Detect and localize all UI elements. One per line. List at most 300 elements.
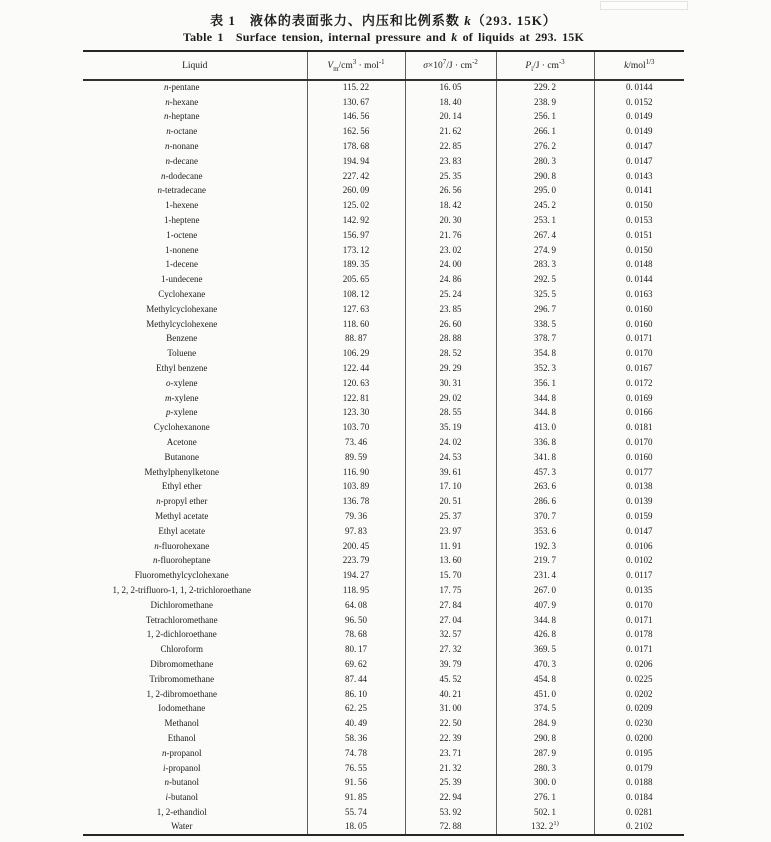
cell-molar-volume: 62. 25	[307, 701, 405, 716]
cell-molar-volume: 76. 55	[307, 761, 405, 776]
cell-k-coefficient: 0. 0143	[594, 169, 684, 184]
cell-internal-pressure: 354. 8	[496, 346, 594, 361]
cell-molar-volume: 205. 65	[307, 272, 405, 287]
cell-surface-tension: 29. 29	[405, 361, 496, 376]
header-surface-tension: $\sigma\times 10^7/J \cdot cm^{-2}$	[405, 51, 496, 80]
cell-liquid-name: n-propyl ether	[156, 496, 208, 507]
cell-surface-tension: 22. 39	[405, 731, 496, 746]
table-row	[83, 805, 684, 820]
cell-k-coefficient: 0. 0147	[594, 524, 684, 539]
cell-molar-volume: 97. 83	[307, 524, 405, 539]
table-row	[83, 124, 684, 139]
cell-internal-pressure: 276. 2	[496, 139, 594, 154]
cell-liquid-name: n-propanol	[162, 747, 202, 758]
cell-liquid-name: 1, 2, 2-trifluoro-1, 1, 2-trichloroethane	[112, 584, 251, 595]
cell-liquid-name: Methyl acetate	[155, 511, 209, 521]
cell-surface-tension: 22. 50	[405, 716, 496, 731]
cell-k-coefficient: 0. 0184	[594, 790, 684, 805]
cell-internal-pressure: 374. 5	[496, 701, 594, 716]
cell-k-coefficient: 0. 0171	[594, 332, 684, 347]
cell-surface-tension: 28. 88	[405, 332, 496, 347]
cell-internal-pressure: 238. 9	[496, 95, 594, 110]
cell-k-coefficient: 0. 2102	[594, 820, 684, 835]
cell-surface-tension: 20. 30	[405, 213, 496, 228]
table-row	[83, 480, 684, 495]
cell-liquid-name: Dibromomethane	[150, 658, 214, 669]
cell-surface-tension: 22. 85	[405, 139, 496, 154]
cell-k-coefficient: 0. 0144	[594, 272, 684, 287]
cell-surface-tension: 27. 04	[405, 613, 496, 628]
cell-surface-tension: 30. 31	[405, 376, 496, 391]
cell-liquid-name: Ethanol	[167, 732, 196, 743]
table-row	[83, 302, 684, 317]
cell-surface-tension: 35. 19	[405, 420, 496, 435]
cell-internal-pressure: 229. 2	[496, 80, 594, 95]
cell-k-coefficient: 0. 0106	[594, 539, 684, 554]
cell-liquid-name: i-butanol	[165, 792, 198, 803]
cell-internal-pressure: 378. 7	[496, 332, 594, 347]
cell-liquid-name: 1, 2-dichloroethane	[146, 629, 217, 640]
header-internal-pressure: $P_i/J \cdot cm^{-3}$	[496, 51, 594, 80]
cell-internal-pressure: 413. 0	[496, 420, 594, 435]
cell-molar-volume: 118. 60	[307, 317, 405, 332]
table-row	[83, 642, 684, 657]
cell-molar-volume: 18. 05	[307, 820, 405, 835]
cell-internal-pressure: 369. 5	[496, 642, 594, 657]
cell-molar-volume: 80. 17	[307, 642, 405, 657]
table-row	[83, 583, 684, 598]
cell-k-coefficient: 0. 0171	[594, 642, 684, 657]
table-row	[83, 258, 684, 273]
table-row	[83, 110, 684, 125]
cell-internal-pressure: 266. 1	[496, 124, 594, 139]
cell-liquid-name: m-xylene	[165, 392, 199, 403]
cell-liquid-name: n-dodecane	[161, 170, 203, 181]
cell-molar-volume: 116. 90	[307, 465, 405, 480]
cell-liquid-name: Cyclohexanone	[153, 422, 210, 433]
cell-liquid-name: Methylcyclohexane	[146, 303, 218, 314]
table-row	[83, 332, 684, 347]
cell-liquid-name: n-fluoroheptane	[153, 555, 211, 566]
cell-k-coefficient: 0. 0148	[594, 258, 684, 273]
cell-liquid-name: 1-undecene	[161, 274, 203, 285]
cell-k-coefficient: 0. 0102	[594, 554, 684, 569]
cell-molar-volume: 200. 45	[307, 539, 405, 554]
cell-molar-volume: 89. 59	[307, 450, 405, 465]
cell-internal-pressure: 296. 7	[496, 302, 594, 317]
cell-internal-pressure: 344. 8	[496, 613, 594, 628]
table-row	[83, 95, 684, 110]
cell-liquid-name: n-tetradecane	[157, 185, 206, 196]
cell-surface-tension: 24. 02	[405, 435, 496, 450]
cell-liquid-name: 1-octene	[166, 229, 198, 240]
cell-liquid-name: n-heptane	[164, 111, 200, 122]
cell-molar-volume: 162. 56	[307, 124, 405, 139]
cell-surface-tension: 20. 14	[405, 110, 496, 125]
table-row	[83, 450, 684, 465]
cell-liquid-name: i-propanol	[162, 762, 201, 773]
cell-molar-volume: 173. 12	[307, 243, 405, 258]
cell-internal-pressure: 287. 9	[496, 746, 594, 761]
cell-k-coefficient: 0. 0153	[594, 213, 684, 228]
cell-liquid-name: o-xylene	[166, 377, 198, 388]
cell-surface-tension: 25. 37	[405, 509, 496, 524]
cell-k-coefficient: 0. 0170	[594, 598, 684, 613]
cell-k-coefficient: 0. 0230	[594, 716, 684, 731]
cell-k-coefficient: 0. 0150	[594, 243, 684, 258]
table-header-row	[83, 51, 684, 80]
cell-molar-volume: 86. 10	[307, 687, 405, 702]
table-row	[83, 391, 684, 406]
cell-liquid-name: 1-hexene	[165, 200, 199, 211]
cell-liquid-name: Dichloromethane	[150, 599, 213, 610]
cell-internal-pressure: 256. 1	[496, 110, 594, 125]
cell-liquid-name: n-fluorohexane	[154, 540, 210, 551]
cell-internal-pressure: 502. 1	[496, 805, 594, 820]
table-row	[83, 613, 684, 628]
cell-internal-pressure: 457. 3	[496, 465, 594, 480]
cell-liquid-name: Iodomethane	[158, 703, 206, 714]
table-row	[83, 716, 684, 731]
cell-internal-pressure: 274. 9	[496, 243, 594, 258]
cell-molar-volume: 125. 02	[307, 198, 405, 213]
cell-molar-volume: 91. 85	[307, 790, 405, 805]
cell-liquid-name: Tribromomethane	[149, 673, 215, 684]
cell-k-coefficient: 0. 0138	[594, 480, 684, 495]
cell-molar-volume: 194. 27	[307, 568, 405, 583]
cell-liquid-name: 1-heptene	[164, 215, 200, 226]
cell-internal-pressure: 267. 0	[496, 583, 594, 598]
cell-internal-pressure: 231. 4	[496, 568, 594, 583]
cell-internal-pressure: 253. 1	[496, 213, 594, 228]
cell-liquid-name: Chloroform	[160, 644, 203, 655]
table-row	[83, 790, 684, 805]
cell-internal-pressure: 132. 2$^{1)}$	[496, 820, 594, 835]
cell-liquid-name: Methylcyclohexene	[146, 318, 218, 329]
table-row	[83, 213, 684, 228]
table-row	[83, 139, 684, 154]
cell-surface-tension: 26. 56	[405, 184, 496, 199]
table-row	[83, 228, 684, 243]
cell-k-coefficient: 0. 0166	[594, 406, 684, 421]
cell-internal-pressure: 336. 8	[496, 435, 594, 450]
cell-molar-volume: 136. 78	[307, 494, 405, 509]
cell-internal-pressure: 353. 6	[496, 524, 594, 539]
cell-k-coefficient: 0. 0163	[594, 287, 684, 302]
cell-surface-tension: 23. 83	[405, 154, 496, 169]
cell-liquid-name: p-xylene	[166, 407, 198, 418]
cell-liquid-name: Cyclohexane	[158, 289, 206, 300]
header-molar-volume: $V_m/cm^3 \cdot mol^{-1}$	[307, 51, 405, 80]
cell-internal-pressure: 192. 3	[496, 539, 594, 554]
cell-k-coefficient: 0. 0171	[594, 613, 684, 628]
cell-molar-volume: 79. 36	[307, 509, 405, 524]
cell-surface-tension: 39. 79	[405, 657, 496, 672]
cell-surface-tension: 27. 84	[405, 598, 496, 613]
cell-molar-volume: 142. 92	[307, 213, 405, 228]
cell-molar-volume: 106. 29	[307, 346, 405, 361]
table-row	[83, 746, 684, 761]
cell-internal-pressure: 286. 6	[496, 494, 594, 509]
table-row	[83, 494, 684, 509]
cell-internal-pressure: 451. 0	[496, 687, 594, 702]
cell-surface-tension: 26. 60	[405, 317, 496, 332]
table-row	[83, 775, 684, 790]
cell-k-coefficient: 0. 0170	[594, 435, 684, 450]
table-row	[83, 672, 684, 687]
table-row	[83, 406, 684, 421]
cell-k-coefficient: 0. 0200	[594, 731, 684, 746]
cell-molar-volume: 130. 67	[307, 95, 405, 110]
cell-internal-pressure: 325. 5	[496, 287, 594, 302]
cell-liquid-name: 1, 2-dibromoethane	[146, 688, 217, 699]
cell-internal-pressure: 426. 8	[496, 627, 594, 642]
cell-k-coefficient: 0. 0202	[594, 687, 684, 702]
cell-liquid-name: Fluoromethylcyclohexane	[134, 570, 229, 581]
table-row	[83, 80, 684, 95]
cell-internal-pressure: 470. 3	[496, 657, 594, 672]
cell-liquid-name: 1, 2-ethandiol	[156, 806, 207, 817]
cell-internal-pressure: 284. 9	[496, 716, 594, 731]
cell-k-coefficient: 0. 0209	[594, 701, 684, 716]
cell-surface-tension: 25. 35	[405, 169, 496, 184]
table-row	[83, 346, 684, 361]
cell-k-coefficient: 0. 0149	[594, 110, 684, 125]
table-row	[83, 361, 684, 376]
cell-k-coefficient: 0. 0141	[594, 184, 684, 199]
table-row	[83, 154, 684, 169]
cell-k-coefficient: 0. 0160	[594, 450, 684, 465]
cell-k-coefficient: 0. 0159	[594, 509, 684, 524]
table-row	[83, 701, 684, 716]
cell-molar-volume: 127. 63	[307, 302, 405, 317]
cell-internal-pressure: 219. 7	[496, 554, 594, 569]
cell-liquid-name: Toluene	[167, 348, 197, 359]
cell-k-coefficient: 0. 0225	[594, 672, 684, 687]
table-body	[83, 80, 684, 835]
cell-surface-tension: 11. 91	[405, 539, 496, 554]
cell-liquid-name: Butanone	[164, 451, 199, 462]
cell-liquid-name: 1-decene	[165, 259, 198, 270]
cell-liquid-name: Methanol	[164, 718, 199, 729]
cell-molar-volume: 122. 81	[307, 391, 405, 406]
cell-k-coefficient: 0. 0195	[594, 746, 684, 761]
cell-internal-pressure: 300. 0	[496, 775, 594, 790]
cell-surface-tension: 27. 32	[405, 642, 496, 657]
cell-molar-volume: 189. 35	[307, 258, 405, 273]
cell-k-coefficient: 0. 0139	[594, 494, 684, 509]
table-row	[83, 554, 684, 569]
cell-surface-tension: 23. 71	[405, 746, 496, 761]
cell-k-coefficient: 0. 0117	[594, 568, 684, 583]
cell-molar-volume: 260. 09	[307, 184, 405, 199]
cell-surface-tension: 24. 00	[405, 258, 496, 273]
cell-surface-tension: 45. 52	[405, 672, 496, 687]
cell-internal-pressure: 267. 4	[496, 228, 594, 243]
cell-surface-tension: 23. 02	[405, 243, 496, 258]
cell-surface-tension: 23. 97	[405, 524, 496, 539]
cell-internal-pressure: 344. 8	[496, 391, 594, 406]
table-row	[83, 820, 684, 835]
table-row	[83, 761, 684, 776]
cell-molar-volume: 87. 44	[307, 672, 405, 687]
cell-liquid-name: Methylphenylketone	[144, 466, 219, 477]
cell-internal-pressure: 292. 5	[496, 272, 594, 287]
cell-internal-pressure: 356. 1	[496, 376, 594, 391]
cell-surface-tension: 17. 10	[405, 480, 496, 495]
cell-liquid-name: n-pentane	[164, 82, 200, 93]
cell-surface-tension: 40. 21	[405, 687, 496, 702]
cell-molar-volume: 88. 87	[307, 332, 405, 347]
cell-k-coefficient: 0. 0179	[594, 761, 684, 776]
cell-molar-volume: 73. 46	[307, 435, 405, 450]
liquids-data-table	[83, 50, 684, 836]
cell-molar-volume: 123. 30	[307, 406, 405, 421]
cell-surface-tension: 16. 05	[405, 80, 496, 95]
header-k-coefficient: k/mol$^{1/3}$	[594, 51, 684, 80]
cell-k-coefficient: 0. 0177	[594, 465, 684, 480]
cell-internal-pressure: 290. 8	[496, 169, 594, 184]
cell-molar-volume: 103. 70	[307, 420, 405, 435]
cell-surface-tension: 32. 57	[405, 627, 496, 642]
cell-surface-tension: 72. 88	[405, 820, 496, 835]
cell-internal-pressure: 245. 2	[496, 198, 594, 213]
cell-internal-pressure: 280. 3	[496, 154, 594, 169]
cell-surface-tension: 28. 52	[405, 346, 496, 361]
cell-k-coefficient: 0. 0152	[594, 95, 684, 110]
cell-liquid-name: Tetrachloromethane	[145, 614, 218, 625]
cell-k-coefficient: 0. 0281	[594, 805, 684, 820]
cell-surface-tension: 21. 76	[405, 228, 496, 243]
cell-molar-volume: 103. 89	[307, 480, 405, 495]
cell-surface-tension: 22. 94	[405, 790, 496, 805]
cell-surface-tension: 20. 51	[405, 494, 496, 509]
header-liquid: Liquid	[83, 51, 307, 80]
cell-molar-volume: 122. 44	[307, 361, 405, 376]
table-row	[83, 627, 684, 642]
cell-internal-pressure: 454. 8	[496, 672, 594, 687]
cell-molar-volume: 91. 56	[307, 775, 405, 790]
cell-k-coefficient: 0. 0188	[594, 775, 684, 790]
cell-liquid-name: Ethyl benzene	[156, 363, 208, 374]
cell-surface-tension: 29. 02	[405, 391, 496, 406]
cell-surface-tension: 28. 55	[405, 406, 496, 421]
cell-internal-pressure: 276. 1	[496, 790, 594, 805]
table-row	[83, 243, 684, 258]
cell-molar-volume: 108. 12	[307, 287, 405, 302]
cell-surface-tension: 24. 53	[405, 450, 496, 465]
cell-k-coefficient: 0. 0178	[594, 627, 684, 642]
table-row	[83, 184, 684, 199]
cell-liquid-name: Acetone	[166, 437, 197, 448]
cell-liquid-name: Water	[171, 821, 193, 832]
cell-molar-volume: 178. 68	[307, 139, 405, 154]
cell-internal-pressure: 295. 0	[496, 184, 594, 199]
table-title-english: Table 1 Surface tension, internal pressure and k of liquids at 293. 15K	[182, 30, 585, 44]
table-row	[83, 272, 684, 287]
cell-surface-tension: 17. 75	[405, 583, 496, 598]
table-title-chinese: 表 1 液体的表面张力、内压和比例系数 k（293. 15K）	[210, 13, 557, 28]
cell-molar-volume: 146. 56	[307, 110, 405, 125]
cell-internal-pressure: 407. 9	[496, 598, 594, 613]
table-row	[83, 287, 684, 302]
cell-surface-tension: 21. 32	[405, 761, 496, 776]
cell-k-coefficient: 0. 0147	[594, 154, 684, 169]
cell-liquid-name: Ethyl acetate	[158, 525, 206, 536]
cell-molar-volume: 55. 74	[307, 805, 405, 820]
cell-internal-pressure: 370. 7	[496, 509, 594, 524]
cell-surface-tension: 24. 86	[405, 272, 496, 287]
cell-molar-volume: 156. 97	[307, 228, 405, 243]
cell-internal-pressure: 341. 8	[496, 450, 594, 465]
cell-surface-tension: 18. 40	[405, 95, 496, 110]
cell-surface-tension: 13. 60	[405, 554, 496, 569]
cell-molar-volume: 96. 50	[307, 613, 405, 628]
cell-molar-volume: 194. 94	[307, 154, 405, 169]
cell-liquid-name: n-hexane	[165, 96, 199, 107]
table-row	[83, 657, 684, 672]
cell-molar-volume: 74. 78	[307, 746, 405, 761]
cell-molar-volume: 223. 79	[307, 554, 405, 569]
table-row	[83, 539, 684, 554]
cell-liquid-name: Benzene	[166, 333, 198, 344]
cell-surface-tension: 31. 00	[405, 701, 496, 716]
table-row	[83, 598, 684, 613]
cell-internal-pressure: 290. 8	[496, 731, 594, 746]
cell-liquid-name: n-octane	[166, 126, 198, 137]
cell-molar-volume: 227. 42	[307, 169, 405, 184]
cell-internal-pressure: 283. 3	[496, 258, 594, 273]
table-row	[83, 568, 684, 583]
cell-k-coefficient: 0. 0151	[594, 228, 684, 243]
cell-surface-tension: 25. 24	[405, 287, 496, 302]
cell-k-coefficient: 0. 0181	[594, 420, 684, 435]
cell-molar-volume: 118. 95	[307, 583, 405, 598]
cell-molar-volume: 40. 49	[307, 716, 405, 731]
table-row	[83, 509, 684, 524]
cell-molar-volume: 120. 63	[307, 376, 405, 391]
cell-liquid-name: n-nonane	[165, 141, 199, 152]
cell-internal-pressure: 280. 3	[496, 761, 594, 776]
cell-liquid-name: n-butanol	[164, 777, 199, 788]
table-row	[83, 198, 684, 213]
cell-surface-tension: 25. 39	[405, 775, 496, 790]
cell-k-coefficient: 0. 0160	[594, 317, 684, 332]
cell-k-coefficient: 0. 0172	[594, 376, 684, 391]
cell-surface-tension: 39. 61	[405, 465, 496, 480]
scan-artifact-box	[600, 1, 688, 10]
cell-k-coefficient: 0. 0169	[594, 391, 684, 406]
cell-k-coefficient: 0. 0147	[594, 139, 684, 154]
cell-k-coefficient: 0. 0170	[594, 346, 684, 361]
cell-molar-volume: 69. 62	[307, 657, 405, 672]
cell-internal-pressure: 338. 5	[496, 317, 594, 332]
cell-surface-tension: 15. 70	[405, 568, 496, 583]
table-row	[83, 169, 684, 184]
table-row	[83, 420, 684, 435]
cell-liquid-name: n-decane	[165, 155, 198, 166]
table-row	[83, 376, 684, 391]
cell-internal-pressure: 263. 6	[496, 480, 594, 495]
cell-molar-volume: 58. 36	[307, 731, 405, 746]
cell-k-coefficient: 0. 0160	[594, 302, 684, 317]
cell-internal-pressure: 344. 8	[496, 406, 594, 421]
cell-surface-tension: 53. 92	[405, 805, 496, 820]
cell-liquid-name: Ethyl ether	[161, 481, 202, 492]
cell-molar-volume: 115. 22	[307, 80, 405, 95]
table-row	[83, 317, 684, 332]
cell-surface-tension: 23. 85	[405, 302, 496, 317]
